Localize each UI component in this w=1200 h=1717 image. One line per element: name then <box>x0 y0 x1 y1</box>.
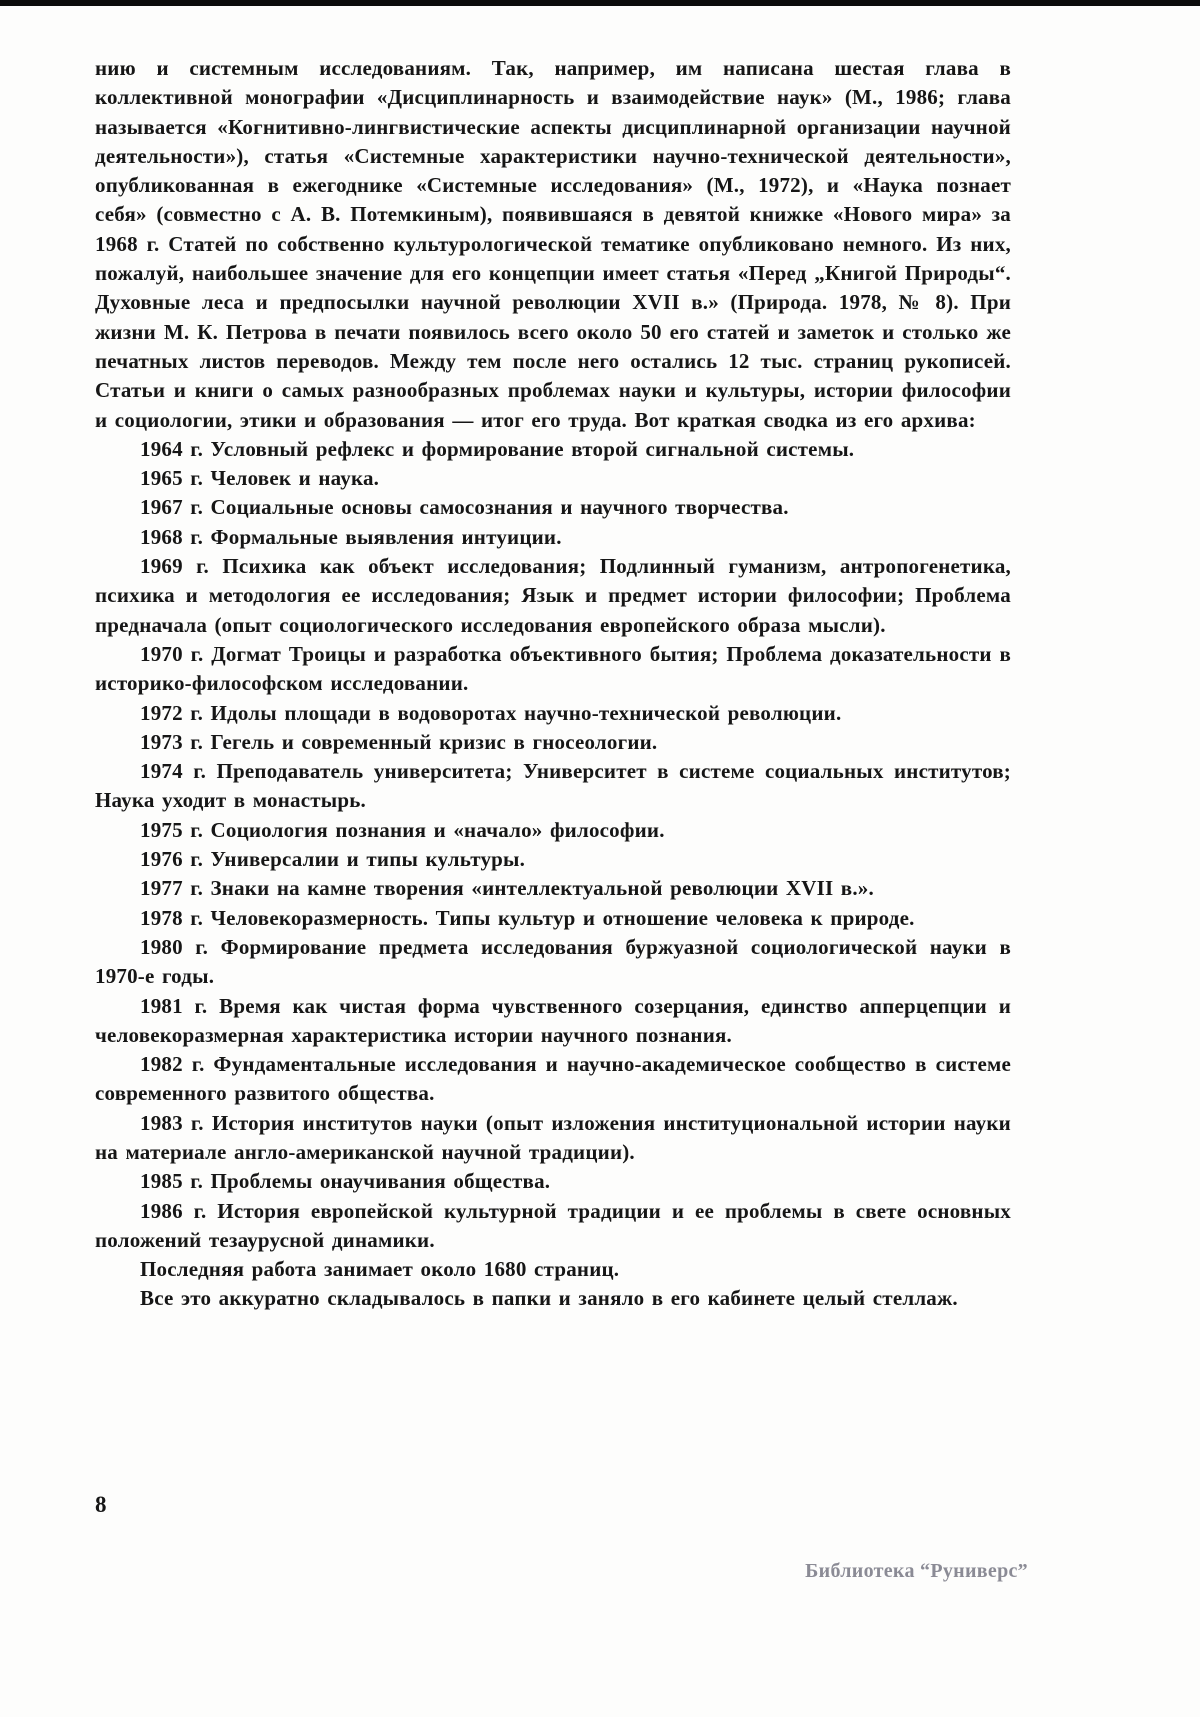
year-entry-1982: 1982 г. Фундаментальные исследования и научно-академическое сообщество в системе современного развитого общества. <box>95 1052 1011 1106</box>
year-entry-1975: 1975 г. Социология познания и «начало» философии. <box>140 817 665 842</box>
year-entry-1964: 1964 г. Условный рефлекс и формирование второй сигнальной системы. <box>140 436 855 461</box>
year-entry-1978: 1978 г. Человекоразмерность. Типы культур и отношение человека к природе. <box>140 905 915 930</box>
year-entry-1967: 1967 г. Социальные основы самосознания и научного творчества. <box>140 495 789 520</box>
year-entry-1980: 1980 г. Формирование предмета исследования буржуазной социологической науки в 1970-е годы. <box>95 934 1011 989</box>
year-entry-1983: 1983 г. История институтов науки (опыт изложения институциональной истории науки на материале англо-американской научной традиции). <box>95 1110 1011 1164</box>
year-entry-1986: 1986 г. История европейской культурной традиции и ее проблемы в свете основных положений тезаурусной динамики. <box>95 1198 1011 1252</box>
year-entry-1969: 1969 г. Психика как объект исследования; Подлинный гуманизм, антропогенетика, психика и методология ее исследования; Язык и предмет истории философии; Проблема предначала (опыт социологического исследования европейского образа мысли). <box>95 554 1011 637</box>
scan-top-edge-artifact <box>0 0 1200 6</box>
closing-paragraph-pages: Последняя работа занимает около 1680 страниц. <box>140 1257 620 1282</box>
page-text-block <box>95 54 1011 1314</box>
year-entry-1968: 1968 г. Формальные выявления интуиции. <box>140 524 562 549</box>
page-number: 8 <box>95 1492 107 1517</box>
year-entry-1973: 1973 г. Гегель и современный кризис в гносеологии. <box>140 729 658 754</box>
year-entry-1974: 1974 г. Преподаватель университета; Университет в системе социальных институтов; Наука уходит в монастырь. <box>95 759 1011 813</box>
library-watermark: Библиотека “Руниверс” <box>805 1560 1028 1582</box>
year-entry-1972: 1972 г. Идолы площади в водоворотах научно-технической революции. <box>140 700 842 725</box>
year-entry-1976: 1976 г. Универсалии и типы культуры. <box>140 847 526 872</box>
year-entry-1970: 1970 г. Догмат Троицы и разработка объективного бытия; Проблема доказательности в историко-философском исследовании. <box>95 641 1011 696</box>
year-entry-1977: 1977 г. Знаки на камне творения «интеллектуальной революции XVII в.». <box>140 876 874 901</box>
year-entry-1981: 1981 г. Время как чистая форма чувственного созерцания, единство апперцепции и человекоразмерная характеристика истории научного познания. <box>95 993 1011 1047</box>
closing-paragraph-shelf: Все это аккуратно складывалось в папки и заняло в его кабинете целый стеллаж. <box>140 1286 958 1311</box>
year-entry-1965: 1965 г. Человек и наука. <box>140 466 380 491</box>
intro-paragraph: нию и системным исследованиям. Так, например, им написана шестая глава в коллективной монографии «Дисциплинарность и взаимодействие наук» (М., 1986; глава называется «Когнитивно-лингвистические аспекты дисциплинарной организации научной деятельности»), статья «Системные характеристики научно-технической деятельности», опубликованная в ежегоднике «Системные исследования» (М., 1972), и «Наука познает себя» (совместно с А. В. Потемкиным), появившаяся в девятой книжке «Нового мира» за 1968 г. Статей по собственно культурологической тематике опубликовано немного. Из них, пожалуй, наибольшее значение для его концепции имеет статья «Перед „Книгой Природы“. Духовные леса и предпосылки научной революции XVII в.» (Природа. 1978, № 8). При жизни М. К. Петрова в печати появилось всего около 50 его статей и заметок и столько же печатных листов переводов. Между тем после него остались 12 тыс. страниц рукописей. Статьи и книги о самых разнообразных проблемах науки и культуры, истории философии и социологии, этики и образования — итог его труда. Вот краткая сводка из его архива: <box>95 56 1011 432</box>
year-entry-1985: 1985 г. Проблемы онаучивания общества. <box>140 1169 551 1194</box>
